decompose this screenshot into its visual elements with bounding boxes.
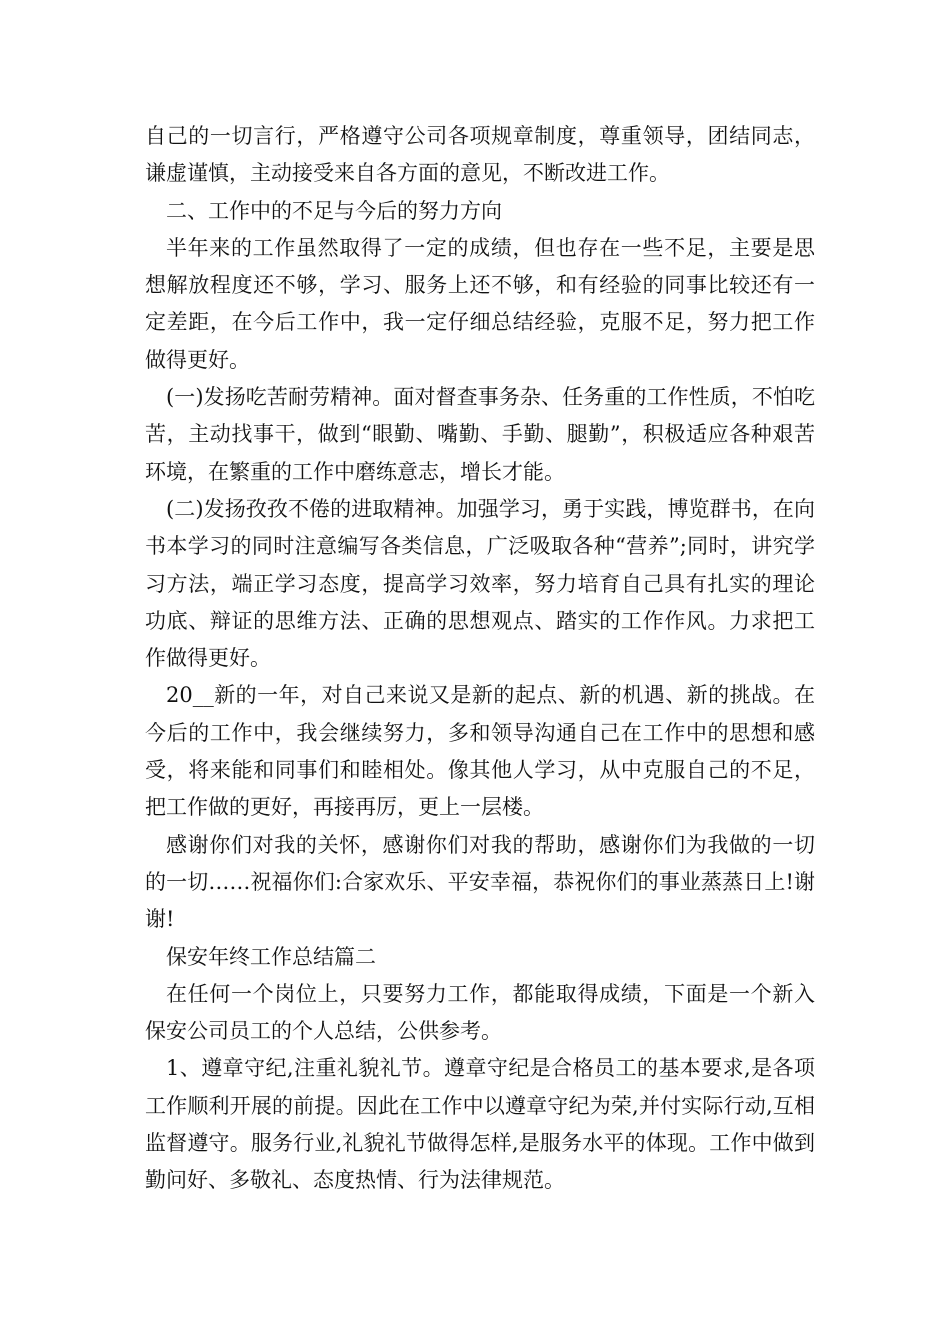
paragraph-item-one: 1、遵章守纪,注重礼貌礼节。遵章守纪是合格员工的基本要求,是各项工作顺利开展的前提。因此在工作中以遵章守纪为荣,并付实际行动,互相监督遵守。服务行业,礼貌礼节做得怎样,是服务水平的体现。工作中做到勤问好、多敬礼、态度热情、行为法律规范。 bbox=[145, 1056, 815, 1193]
paragraph-new-year: 20__新的一年，对自己来说又是新的起点、新的机遇、新的挑战。在今后的工作中，我会继续努力，多和领导沟通自己在工作中的思想和感受，将来能和同事们和睦相处。像其他人学习，从中克服自己的不足，把工作做的更好，再接再厉，更上一层楼。 bbox=[145, 683, 815, 820]
article-title-part-two: 保安年终工作总结篇二 bbox=[166, 944, 376, 969]
paragraph-intro-part-two: 在任何一个岗位上，只要努力工作，都能取得成绩，下面是一个新入保安公司员工的个人总结，公供参考。 bbox=[145, 981, 815, 1044]
paragraph-thanks: 感谢你们对我的关怀，感谢你们对我的帮助，感谢你们为我做的一切的一切……祝福你们:合家欢乐、平安幸福，恭祝你们的事业蒸蒸日上!谢谢! bbox=[145, 832, 815, 932]
section-heading-shortcomings: 二、工作中的不足与今后的努力方向 bbox=[166, 198, 502, 223]
paragraph-continuation: 自己的一切言行，严格遵守公司各项规章制度，尊重领导，团结同志，谦虚谨慎，主动接受来自各方面的意见，不断改进工作。 bbox=[145, 124, 815, 186]
document-body bbox=[145, 118, 815, 1200]
paragraph-shortcomings: 半年来的工作虽然取得了一定的成绩，但也存在一些不足，主要是思想解放程度还不够，学习、服务上还不够，和有经验的同事比较还有一定差距，在今后工作中，我一定仔细总结经验，克服不足，努力把工作做得更好。 bbox=[145, 235, 815, 372]
paragraph-point-one: (一)发扬吃苦耐劳精神。面对督查事务杂、任务重的工作性质，不怕吃苦，主动找事干，做到“眼勤、嘴勤、手勤、腿勤”，积极适应各种艰苦环境，在繁重的工作中磨练意志，增长才能。 bbox=[145, 385, 815, 484]
paragraph-point-two: (二)发扬孜孜不倦的进取精神。加强学习，勇于实践，博览群书，在向书本学习的同时注意编写各类信息，广泛吸取各种“营养”;同时，讲究学习方法，端正学习态度，提高学习效率，努力培育自己具有扎实的理论功底、辩证的思维方法、正确的思想观点、踏实的工作作风。力求把工作做得更好。 bbox=[145, 496, 815, 671]
